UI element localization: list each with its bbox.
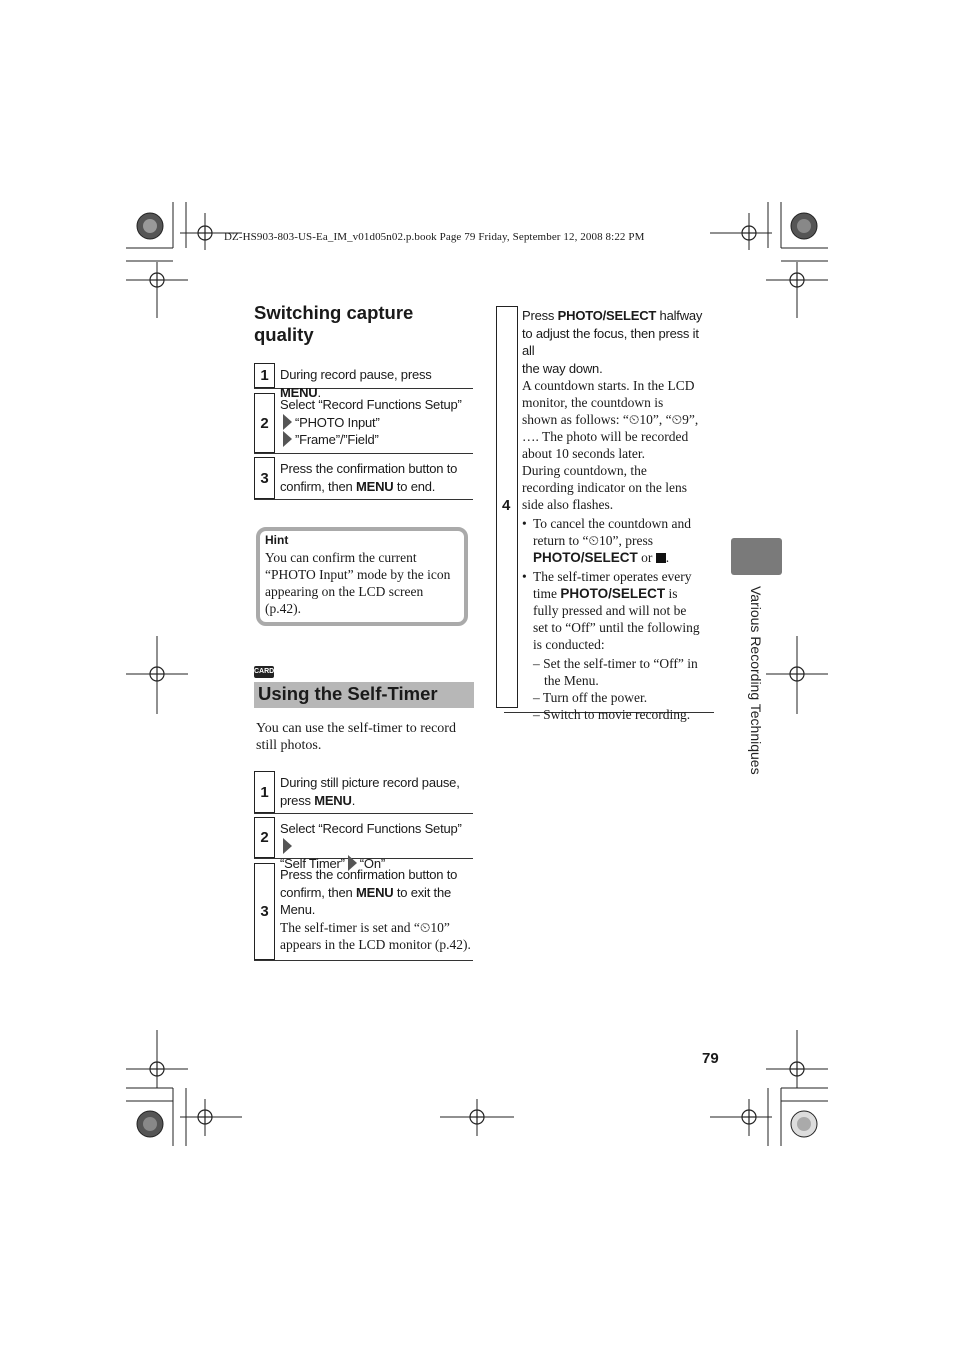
self-timer-intro: You can use the self-timer to record still photos. <box>256 721 456 753</box>
menu-key: MENU <box>355 884 394 900</box>
photo-select-key: PHOTO/SELECT <box>557 308 657 323</box>
bullet-cancel: • To cancel the countdown and return to “⏲10”, press PHOTO/SELECT or . <box>522 516 691 565</box>
hint-label: Hint <box>265 533 289 547</box>
file-header: DZ-HS903-803-US-Ea_IM_v01d05n02.p.book Page 79 Friday, September 12, 2008 8:22 PM <box>224 231 645 243</box>
hint-text: You can confirm the current “PHOTO Input” mode by the icon appearing on the LCD screen (p.42). <box>265 550 451 616</box>
menu-key: MENU <box>314 792 352 808</box>
step-number: 3 <box>254 457 275 499</box>
capture-step-1: 1 During record pause, press MENU. <box>254 363 473 389</box>
stop-icon <box>656 553 666 563</box>
timer-step-2: 2 Select “Record Functions Setup” “Self Timer” “On” <box>254 817 473 859</box>
countdown-description: A countdown starts. In the LCD monitor, the countdown is shown as follows: “⏲10”, “⏲9”, …. The photo will be recorded about 10 seconds later. During countdown, the recording indicator on the lens side also flashes. <box>522 378 699 512</box>
capture-step-3: 3 Press the confirmation button to confirm, then MENU to end. <box>254 457 473 500</box>
hint-box <box>256 527 468 626</box>
section-title-capture-quality: Switching capture quality <box>254 302 414 345</box>
step-number: 3 <box>254 863 275 960</box>
arrow-right-icon <box>283 838 292 854</box>
arrow-right-icon <box>283 431 292 447</box>
step-number: 1 <box>254 771 275 813</box>
timer-step-1: 1 During still picture record pause, press MENU. <box>254 771 473 814</box>
step-number: 1 <box>254 363 275 388</box>
section-title-band <box>254 682 474 708</box>
menu-key: MENU <box>280 384 318 400</box>
step-number: 2 <box>254 817 275 858</box>
photo-select-key: PHOTO/SELECT <box>533 550 638 565</box>
card-icon: CARD <box>254 666 274 678</box>
bullet-operates: • The self-timer operates every time PHOTO/SELECT is fully pressed and will not be set to “Off” until the following is conducted: – Set the self-timer to “Off” in the Menu. – Turn off the power. – Switch to movie recording. <box>522 569 700 722</box>
menu-key: MENU <box>355 478 394 494</box>
photo-select-key: PHOTO/SELECT <box>560 586 666 601</box>
step-number: 4 <box>502 497 511 514</box>
chapter-label: Various Recording Techniques <box>748 586 764 775</box>
timer-step-3: 3 Press the confirmation button to confirm, then MENU to exit the Menu. The self-timer is set and “⏲10” appears in the LCD monitor (p.42). <box>254 863 473 961</box>
step-4-content: Press PHOTO/SELECT halfway to adjust the focus, then press it all the way down. A countdown starts. In the LCD monitor, the countdown is shown as follows: “⏲10”, “⏲9”, …. The photo will be recorded about 10 seconds later. During countdown, the recording indicator on the lens side also flashes. • To cancel the countdown and return to “⏲10”, press PHOTO/SELECT or . • The self-timer operates every time PHOTO/SELECT is fully pressed and will not be set to “Off” until the following is conducted: – Set the self-timer to “Off” in the Menu. – Turn off the power. – Switch to movie recording. <box>522 307 714 723</box>
arrow-right-icon <box>283 414 292 430</box>
section-title-self-timer: Using the Self-Timer <box>258 683 438 704</box>
capture-step-2: 2 Select “Record Functions Setup” “PHOTO Input” ”Frame”/”Field” <box>254 393 473 454</box>
page-number: 79 <box>702 1050 719 1067</box>
step-number: 2 <box>254 393 275 453</box>
chapter-tab <box>731 538 782 575</box>
